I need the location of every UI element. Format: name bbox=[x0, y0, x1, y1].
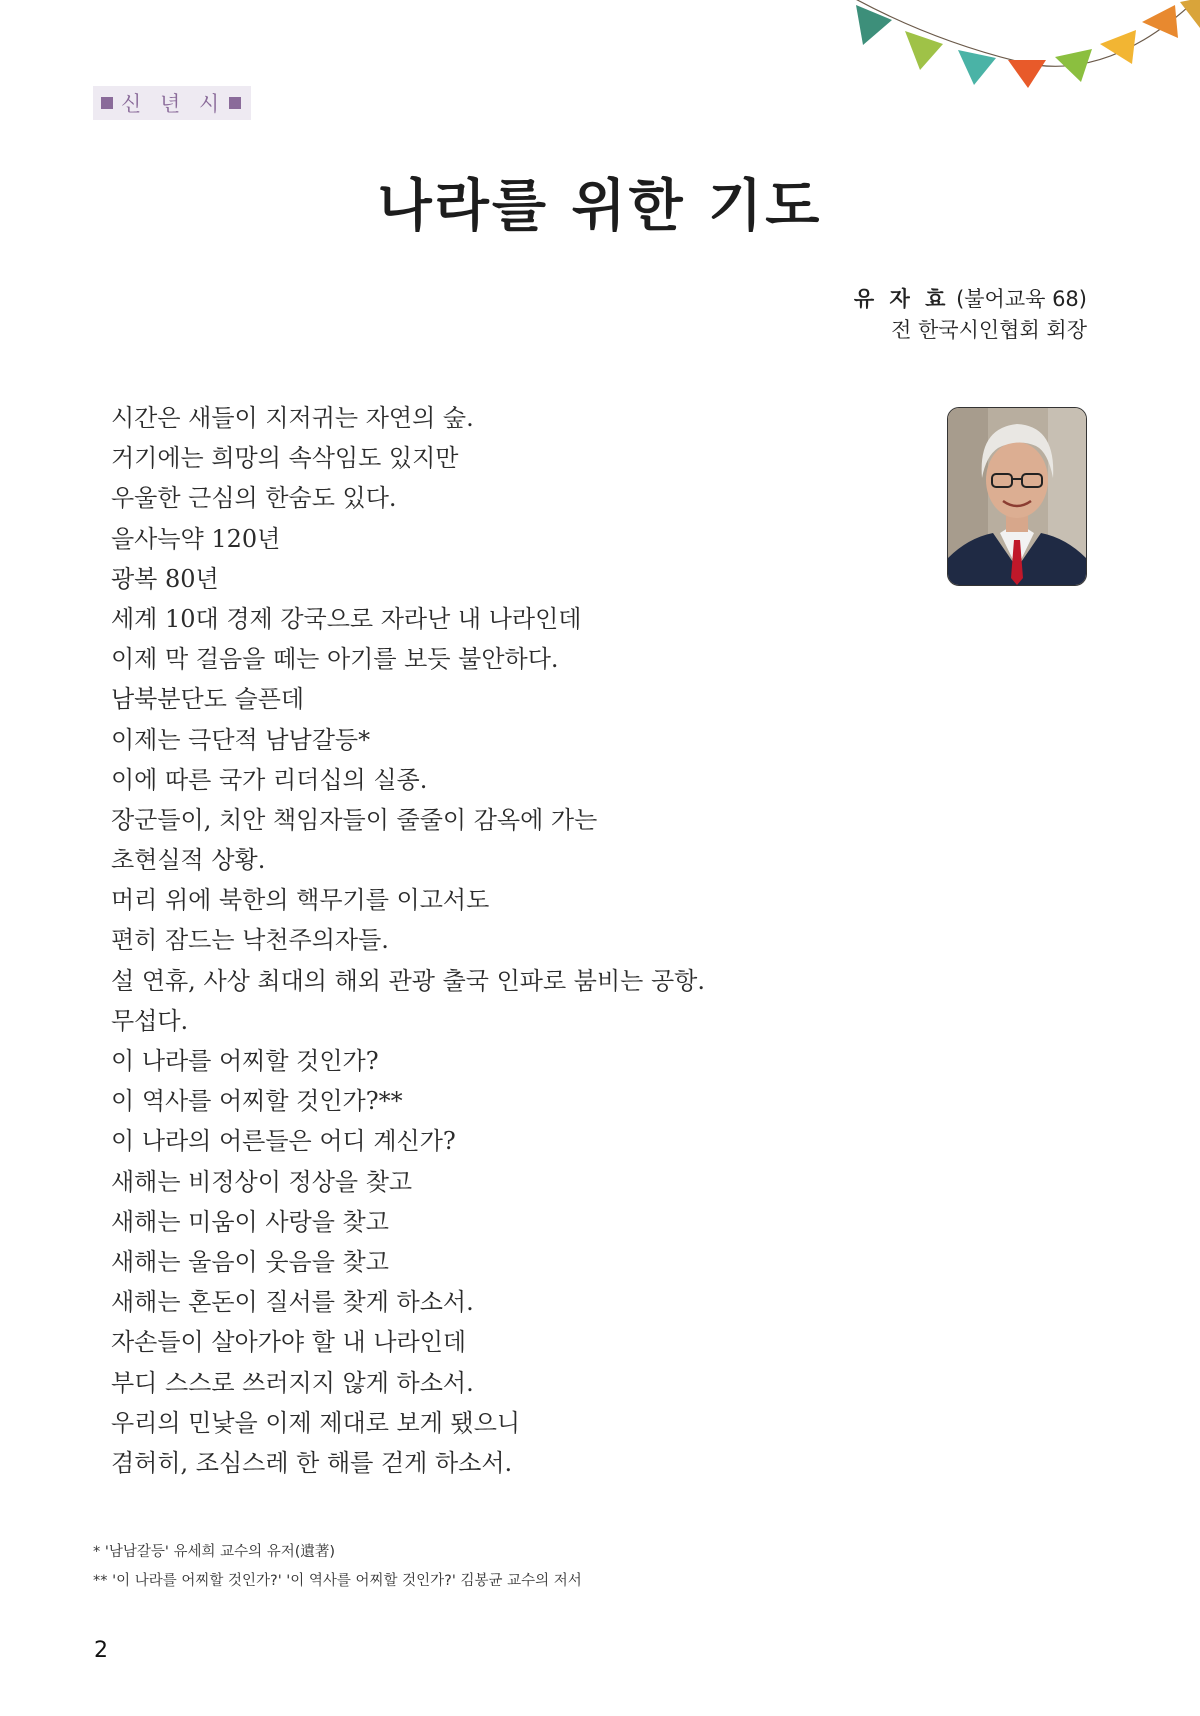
square-bullet-icon bbox=[101, 97, 113, 109]
poem-line: 머리 위에 북한의 핵무기를 이고서도 bbox=[111, 886, 490, 915]
author-affiliation: (불어교육 68) bbox=[956, 287, 1087, 311]
poem-line: 시간은 새들이 지저귀는 자연의 숲. bbox=[111, 404, 474, 432]
footnote: * '남남갈등' 유세희 교수의 유저(遺著) bbox=[93, 1544, 336, 1560]
square-bullet-icon bbox=[229, 97, 241, 109]
author-portrait bbox=[947, 407, 1087, 586]
poem-line: 편히 잠드는 낙천주의자들. bbox=[111, 926, 389, 955]
poem-line: 무섭다. bbox=[111, 1006, 189, 1035]
poem-line: 장군들이, 치안 책임자들이 줄줄이 감옥에 가는 bbox=[111, 805, 598, 834]
page-number: 2 bbox=[94, 1638, 108, 1663]
poem-line: 이제 막 걸음을 떼는 아기를 보듯 불안하다. bbox=[111, 645, 559, 674]
author-name: 유 자 효 bbox=[853, 287, 950, 311]
poem-line: 새해는 비정상이 정상을 찾고 bbox=[111, 1167, 413, 1196]
author-position: 전 한국시인협회 회장 bbox=[891, 318, 1087, 342]
poem-line: 자손들이 살아가야 할 내 나라인데 bbox=[111, 1328, 467, 1357]
poem-line: 세계 10대 경제 강국으로 자라난 내 나라인데 bbox=[111, 604, 582, 633]
poem-line: 부디 스스로 쓰러지지 않게 하소서. bbox=[111, 1368, 474, 1397]
section-tag-label: 신 년 시 bbox=[121, 92, 226, 116]
poem-line: 초현실적 상황. bbox=[111, 846, 266, 875]
poem-line: 겸허히, 조심스레 한 해를 걷게 하소서. bbox=[111, 1448, 513, 1477]
poem-line: 거기에는 희망의 속삭임도 있지만 bbox=[111, 444, 459, 473]
poem-line: 이 나라를 어찌할 것인가? bbox=[111, 1047, 379, 1075]
poem-line: 새해는 혼돈이 질서를 찾게 하소서. bbox=[111, 1288, 474, 1317]
poem-line: 설 연휴, 사상 최대의 해외 관광 출국 인파로 붐비는 공항. bbox=[111, 966, 705, 995]
poem-line: 이제는 극단적 남남갈등* bbox=[111, 725, 371, 754]
poem-line: 이 나라의 어른들은 어디 계신가? bbox=[111, 1127, 456, 1156]
poem-body bbox=[111, 398, 705, 1483]
poem-line: 이에 따른 국가 리더십의 실종. bbox=[111, 765, 428, 794]
poem-line: 이 역사를 어찌할 것인가?** bbox=[111, 1087, 403, 1116]
poem-line: 새해는 울음이 웃음을 찾고 bbox=[111, 1247, 389, 1276]
section-tag bbox=[93, 86, 251, 120]
bunting-decoration bbox=[830, 0, 1200, 100]
poem-line: 우리의 민낯을 이제 제대로 보게 됐으니 bbox=[111, 1408, 521, 1437]
poem-line: 광복 80년 bbox=[111, 564, 219, 593]
poem-line: 새해는 미움이 사랑을 찾고 bbox=[111, 1207, 389, 1236]
poem-line: 남북분단도 슬픈데 bbox=[111, 685, 305, 714]
poem-title: 나라를 위한 기도 bbox=[377, 174, 823, 239]
footnote: ** '이 나라를 어찌할 것인가?' '이 역사를 어찌할 것인가?' 김봉균 교수의 저서 bbox=[93, 1573, 582, 1589]
footnotes bbox=[93, 1538, 582, 1596]
poem-line: 우울한 근심의 한숨도 있다. bbox=[111, 484, 397, 513]
author-byline bbox=[854, 284, 1087, 346]
poem-line: 을사늑약 120년 bbox=[111, 524, 281, 553]
